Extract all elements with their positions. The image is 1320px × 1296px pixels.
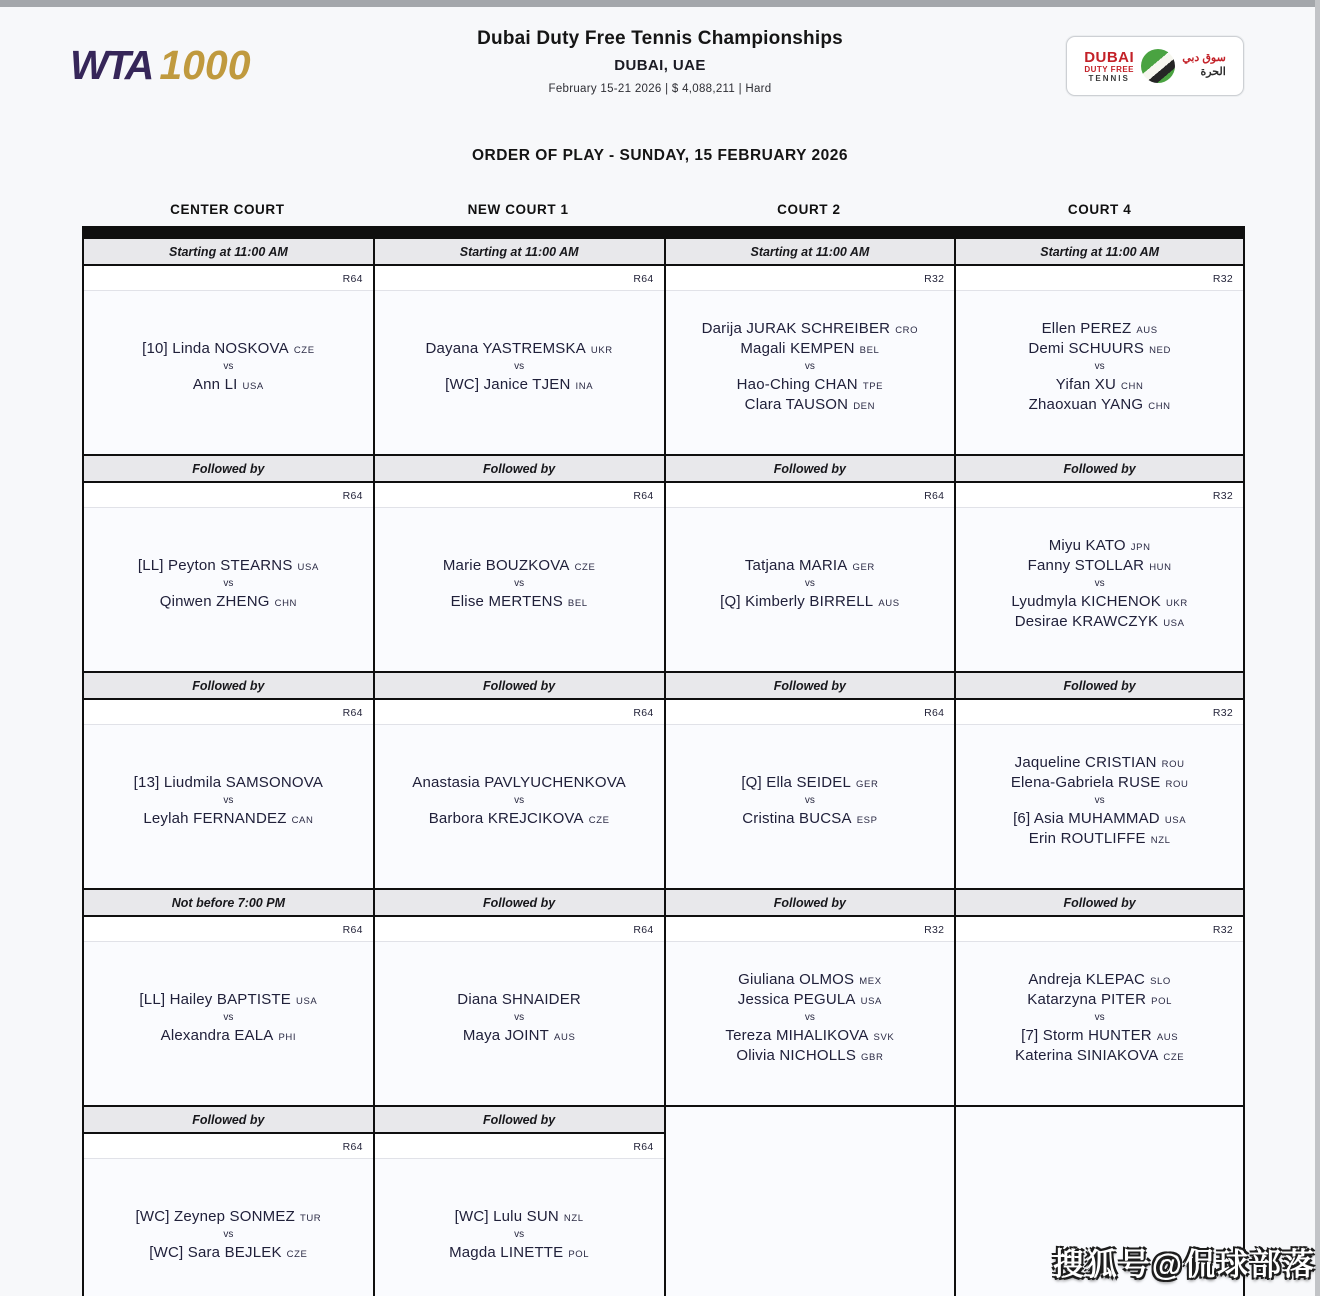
country-code: BEL — [859, 345, 880, 356]
player-name: [13] Liudmila SAMSONOVA — [133, 774, 324, 791]
court-column-new-court-1 — [373, 202, 664, 1296]
player-name: Miyu KATO JPN — [1048, 537, 1151, 554]
match-cell — [666, 917, 955, 1105]
tournament-details: February 15-21 2026 | $ 4,088,211 | Hard — [548, 83, 772, 95]
country-code: NED — [1149, 345, 1171, 356]
match-cell — [375, 1134, 664, 1296]
country-code: CHN — [1148, 401, 1171, 412]
player-name: [7] Storm HUNTER AUS — [1021, 1027, 1179, 1044]
player-name: [Q] Ella SEIDEL GER — [741, 774, 879, 791]
player-name: [WC] Lulu SUN NZL — [454, 1208, 584, 1225]
round-label: R32 — [956, 917, 1243, 942]
sponsor-arabic-line2: الحرة — [1200, 66, 1226, 78]
country-code: USA — [297, 562, 319, 573]
country-code: CZE — [574, 562, 596, 573]
country-code: CZE — [588, 815, 610, 826]
country-code: USA — [860, 996, 882, 1007]
country-code: UKR — [1165, 598, 1188, 609]
country-code: CZE — [293, 345, 315, 356]
player-name: [6] Asia MUHAMMAD USA — [1013, 810, 1187, 827]
round-label: R64 — [84, 266, 373, 291]
player-name: Lyudmyla KICHENOK UKR — [1011, 593, 1188, 610]
country-code: CAN — [291, 815, 314, 826]
player-name: Erin ROUTLIFFE NZL — [1028, 830, 1171, 847]
country-code: USA — [1164, 815, 1187, 826]
player-name: Alexandra EALA PHI — [160, 1027, 297, 1044]
country-code: ESP — [856, 815, 878, 826]
round-label: R32 — [666, 266, 955, 291]
empty-slot — [666, 1105, 955, 1296]
country-code: HUN — [1149, 562, 1172, 573]
player-name: [Q] Kimberly BIRRELL AUS — [720, 593, 900, 610]
match — [666, 725, 955, 888]
vs-label: vs — [223, 578, 234, 589]
country-code: CHN — [274, 598, 298, 609]
court-title: COURT 4 — [1067, 202, 1132, 217]
slot-time-label: Followed by — [666, 671, 955, 700]
round-label: R64 — [84, 483, 373, 508]
slot-time-label: Starting at 11:00 AM — [956, 237, 1243, 266]
player-name: Desirae KRAWCZYK USA — [1014, 613, 1185, 630]
vs-label: vs — [223, 1012, 234, 1023]
player-name: Andreja KLEPAC SLO — [1028, 971, 1171, 988]
player-name: Maya JOINT AUS — [462, 1027, 576, 1044]
match-cell — [84, 483, 373, 671]
player-name: Darija JURAK SCHREIBER CRO — [701, 320, 919, 337]
court-title: NEW COURT 1 — [467, 202, 569, 217]
country-code: USA — [1163, 618, 1185, 629]
slot-time-label: Followed by — [666, 888, 955, 917]
slot-time-label: Followed by — [666, 454, 955, 483]
table-top-bar — [84, 226, 373, 237]
vs-label: vs — [514, 361, 525, 372]
country-code: AUS — [878, 598, 900, 609]
slot-time-label: Followed by — [84, 454, 373, 483]
match — [375, 725, 664, 888]
slot-time-label: Starting at 11:00 AM — [84, 237, 373, 266]
country-code: GER — [856, 779, 879, 790]
country-code: PHI — [278, 1032, 297, 1043]
sohu-watermark: 搜狐号@侃球部落 — [1052, 1247, 1316, 1282]
player-name: Katerina SINIAKOVA CZE — [1015, 1047, 1185, 1064]
vs-label: vs — [514, 578, 525, 589]
country-code: ROU — [1165, 779, 1189, 790]
player-name: Demi SCHUURS NED — [1028, 340, 1171, 357]
player-name: Cristina BUCSA ESP — [742, 810, 878, 827]
match-cell — [375, 483, 664, 671]
match — [84, 508, 373, 671]
match — [84, 942, 373, 1105]
sponsor-arabic-text — [1182, 52, 1226, 80]
match — [84, 1159, 373, 1296]
round-label: R32 — [956, 700, 1243, 725]
sponsor-wordmark — [1084, 50, 1134, 83]
sponsor-line2: DUTY FREE — [1084, 64, 1135, 74]
country-code: NZL — [563, 1213, 584, 1224]
player-name: Yifan XU CHN — [1055, 376, 1144, 393]
tournament-location: DUBAI, UAE — [614, 57, 706, 74]
player-name: Qinwen ZHENG CHN — [159, 593, 298, 610]
match — [84, 725, 373, 888]
vs-label: vs — [514, 795, 525, 806]
country-code: JPN — [1130, 542, 1151, 553]
player-name: Olivia NICHOLLS GBR — [736, 1047, 884, 1064]
court-table — [373, 226, 664, 1296]
player-name: Hao-Ching CHAN TPE — [736, 376, 884, 393]
country-code: POL — [1151, 996, 1172, 1007]
match — [375, 508, 664, 671]
player-name: [LL] Peyton STEARNS USA — [137, 557, 319, 574]
country-code: USA — [295, 996, 318, 1007]
vs-label: vs — [223, 1229, 234, 1240]
match — [956, 508, 1243, 671]
match-cell — [84, 700, 373, 888]
court-column-court-2 — [664, 202, 955, 1296]
match-cell — [666, 266, 955, 454]
vs-label: vs — [804, 361, 815, 372]
match — [666, 942, 955, 1105]
country-code: AUS — [1136, 325, 1158, 336]
slot-time-label: Starting at 11:00 AM — [375, 237, 664, 266]
match — [666, 291, 955, 454]
country-code: MEX — [859, 976, 882, 987]
slot-time-label: Not before 7:00 PM — [84, 888, 373, 917]
country-code: CHN — [1121, 381, 1144, 392]
dubai-duty-free-logo — [1066, 36, 1244, 96]
country-code: UKR — [590, 345, 613, 356]
slot-time-label: Followed by — [375, 888, 664, 917]
round-label: R64 — [375, 1134, 664, 1159]
country-code: TUR — [299, 1213, 322, 1224]
sponsor-arabic-line1: سوق دبي — [1182, 52, 1226, 65]
vs-label: vs — [1094, 795, 1105, 806]
player-name: Katarzyna PITER POL — [1027, 991, 1172, 1008]
court-table — [664, 226, 955, 1296]
court-title: COURT 2 — [777, 202, 841, 217]
table-top-bar — [375, 226, 664, 237]
match-cell — [375, 700, 664, 888]
round-label: R64 — [375, 266, 664, 291]
match — [956, 291, 1243, 454]
country-code: BEL — [567, 598, 588, 609]
match — [956, 942, 1243, 1105]
country-code: INA — [575, 381, 594, 392]
wta-tier-1000: 1000 — [159, 42, 251, 88]
match-cell — [84, 266, 373, 454]
country-code: CZE — [286, 1249, 308, 1260]
vs-label: vs — [223, 795, 234, 806]
country-code: AUS — [1156, 1032, 1179, 1043]
slot-time-label: Followed by — [375, 671, 664, 700]
slot-time-label: Followed by — [956, 454, 1243, 483]
country-code: CZE — [1163, 1052, 1185, 1063]
right-edge-strip — [1315, 0, 1320, 1296]
player-name: Giuliana OLMOS MEX — [738, 971, 882, 988]
player-name: Zhaoxuan YANG CHN — [1028, 396, 1171, 413]
player-name: Leylah FERNANDEZ CAN — [143, 810, 314, 827]
player-name: Fanny STOLLAR HUN — [1027, 557, 1172, 574]
wta-wordmark: WTA — [70, 42, 152, 88]
player-name: Elena-Gabriela RUSE ROU — [1010, 774, 1189, 791]
country-code: DEN — [853, 401, 876, 412]
vs-label: vs — [804, 1012, 815, 1023]
player-name: Anastasia PAVLYUCHENKOVA — [412, 774, 627, 791]
match-cell — [84, 917, 373, 1105]
match-cell — [956, 700, 1243, 888]
player-name: Marie BOUZKOVA CZE — [442, 557, 596, 574]
vs-label: vs — [804, 578, 815, 589]
country-code: USA — [242, 381, 264, 392]
player-name: [WC] Zeynep SONMEZ TUR — [135, 1208, 322, 1225]
vs-label: vs — [514, 1012, 525, 1023]
player-name: Diana SHNAIDER — [457, 991, 581, 1008]
vs-label: vs — [1094, 361, 1105, 372]
sponsor-line1: DUBAI — [1084, 48, 1135, 66]
vs-label: vs — [514, 1229, 525, 1240]
table-top-bar — [666, 226, 955, 237]
court-table — [82, 226, 373, 1296]
country-code: POL — [568, 1249, 590, 1260]
round-label: R64 — [84, 917, 373, 942]
country-code: SLO — [1150, 976, 1171, 987]
vs-label: vs — [223, 361, 234, 372]
player-name: [WC] Sara BEJLEK CZE — [149, 1244, 308, 1261]
slot-time-label: Followed by — [84, 1105, 373, 1134]
country-code: NZL — [1150, 835, 1171, 846]
match-cell — [956, 917, 1243, 1105]
round-label: R64 — [84, 700, 373, 725]
player-name: Ann LI USA — [192, 376, 264, 393]
country-code: CRO — [895, 325, 919, 336]
match — [375, 291, 664, 454]
match-cell — [666, 483, 955, 671]
country-code: SVK — [873, 1032, 895, 1043]
country-code: TPE — [862, 381, 884, 392]
match-cell — [84, 1134, 373, 1296]
court-column-center-court — [82, 202, 373, 1296]
sponsor-line3: TENNIS — [1088, 73, 1130, 83]
slot-time-label: Followed by — [956, 888, 1243, 917]
slot-time-label: Followed by — [956, 671, 1243, 700]
player-name: Magali KEMPEN BEL — [740, 340, 880, 357]
courts-schedule — [82, 202, 1245, 1296]
vs-label: vs — [1094, 578, 1105, 589]
round-label: R64 — [84, 1134, 373, 1159]
player-name: Clara TAUSON DEN — [744, 396, 876, 413]
round-label: R64 — [375, 917, 664, 942]
court-grid — [82, 202, 1245, 1296]
court-table — [954, 226, 1245, 1296]
player-name: Jaqueline CRISTIAN ROU — [1014, 754, 1185, 771]
country-code: ROU — [1161, 759, 1185, 770]
country-code: GER — [852, 562, 875, 573]
match-cell — [956, 266, 1243, 454]
player-name: [WC] Janice TJEN INA — [445, 376, 594, 393]
order-of-play-title: ORDER OF PLAY - SUNDAY, 15 FEBRUARY 2026 — [471, 147, 849, 164]
round-label: R32 — [956, 266, 1243, 291]
round-label: R32 — [666, 917, 955, 942]
match-cell — [375, 266, 664, 454]
match — [375, 1159, 664, 1296]
slot-time-label: Followed by — [84, 671, 373, 700]
vs-label: vs — [1094, 1012, 1105, 1023]
round-label: R32 — [956, 483, 1243, 508]
match-cell — [666, 700, 955, 888]
tennis-ball-icon — [1141, 49, 1175, 83]
tournament-title: Dubai Duty Free Tennis Championships — [477, 28, 843, 49]
top-edge-strip — [0, 0, 1320, 7]
match — [666, 508, 955, 671]
court-column-court-4 — [954, 202, 1245, 1296]
player-name: Barbora KREJCIKOVA CZE — [428, 810, 610, 827]
match — [84, 291, 373, 454]
vs-label: vs — [804, 795, 815, 806]
round-label: R64 — [666, 700, 955, 725]
slot-time-label: Followed by — [375, 454, 664, 483]
player-name: Tatjana MARIA GER — [744, 557, 875, 574]
court-title: CENTER COURT — [170, 202, 285, 217]
slot-time-label: Followed by — [375, 1105, 664, 1134]
round-label: R64 — [375, 483, 664, 508]
player-name: Magda LINETTE POL — [449, 1244, 590, 1261]
match-cell — [375, 917, 664, 1105]
match — [375, 942, 664, 1105]
player-name: Elise MERTENS BEL — [450, 593, 588, 610]
player-name: Tereza MIHALIKOVA SVK — [725, 1027, 895, 1044]
country-code: GBR — [861, 1052, 884, 1063]
table-top-bar — [956, 226, 1243, 237]
player-name: [LL] Hailey BAPTISTE USA — [139, 991, 318, 1008]
player-name: Jessica PEGULA USA — [737, 991, 882, 1008]
country-code: AUS — [554, 1032, 576, 1043]
player-name: [10] Linda NOSKOVA CZE — [142, 340, 315, 357]
match — [956, 725, 1243, 888]
player-name: Dayana YASTREMSKA UKR — [425, 340, 613, 357]
player-name: Ellen PEREZ AUS — [1041, 320, 1158, 337]
round-label: R64 — [666, 483, 955, 508]
match-cell — [956, 483, 1243, 671]
round-label: R64 — [375, 700, 664, 725]
slot-time-label: Starting at 11:00 AM — [666, 237, 955, 266]
